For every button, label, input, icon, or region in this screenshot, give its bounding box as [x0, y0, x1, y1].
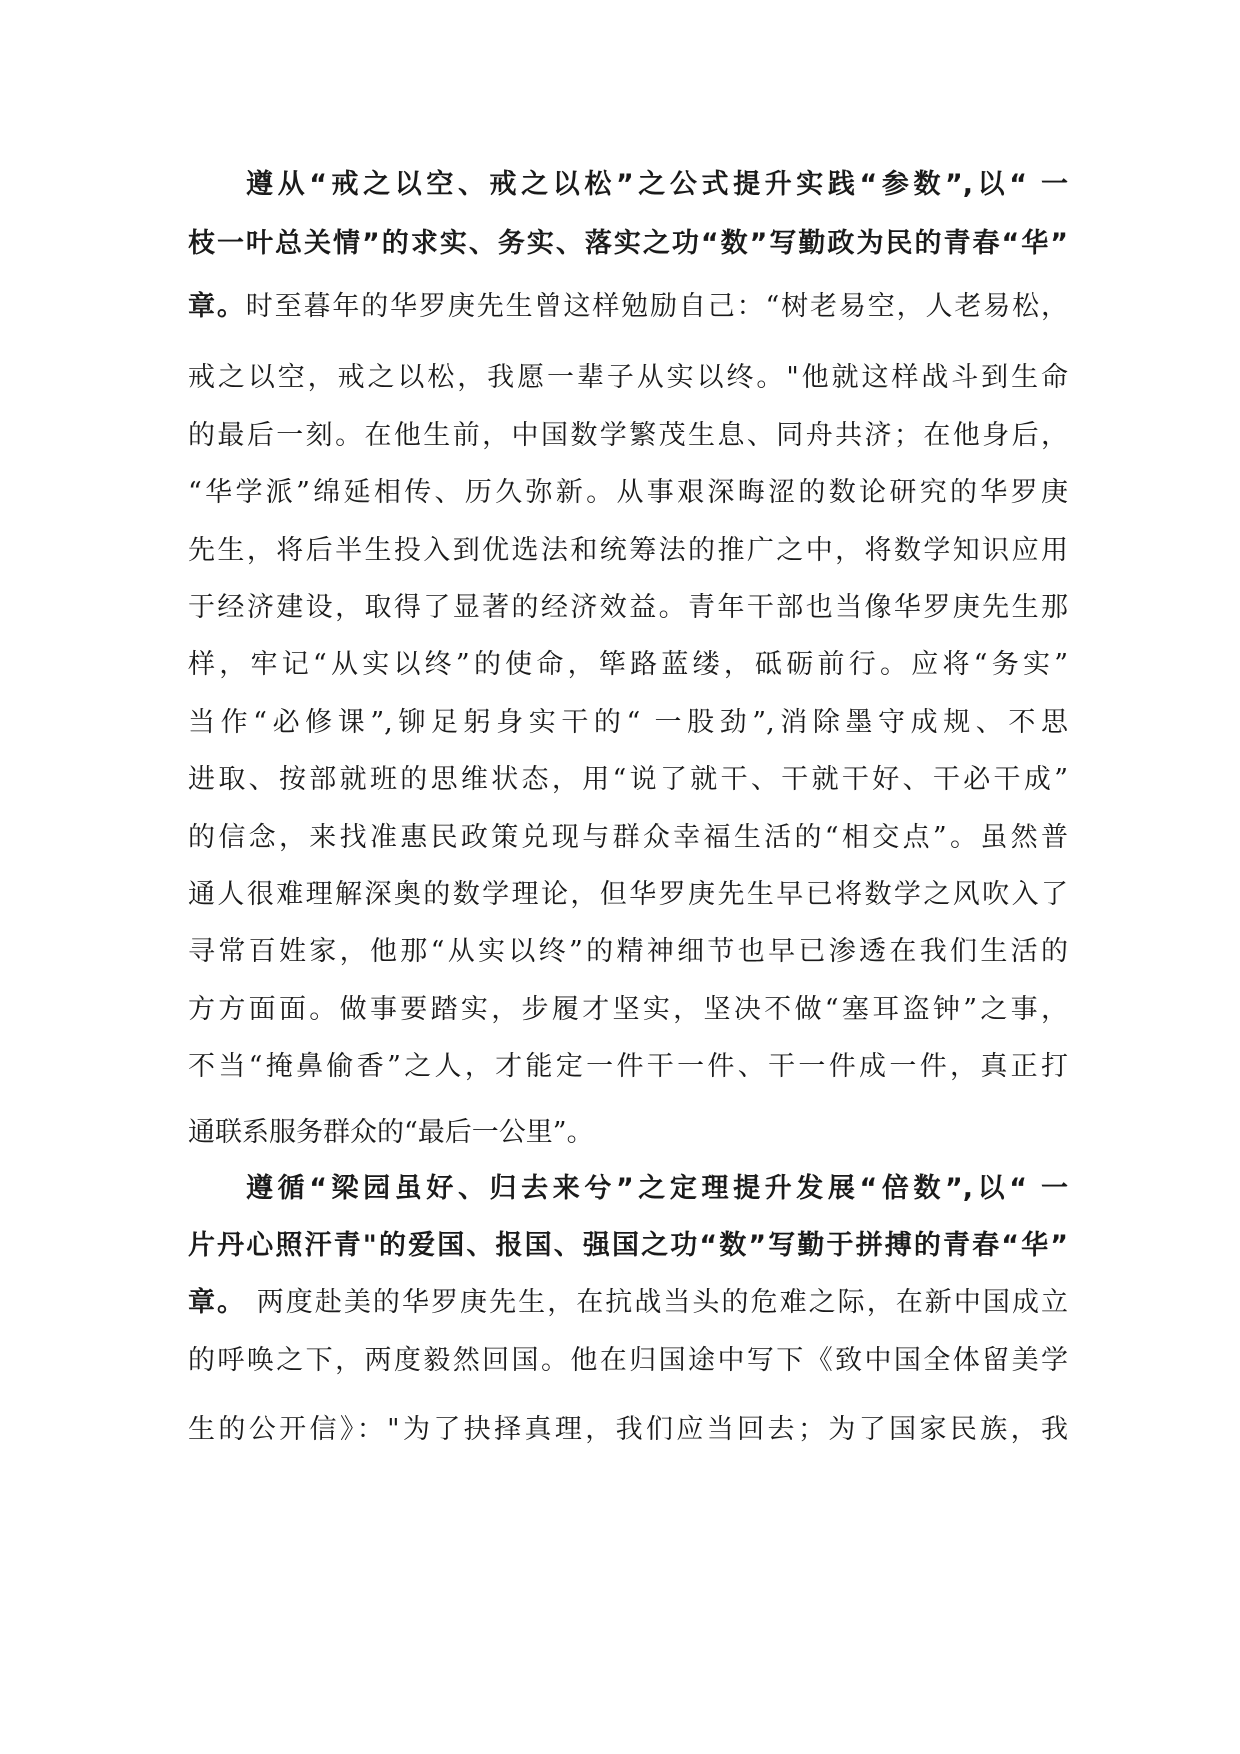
- bold-text: 章。: [188, 291, 246, 322]
- body-text: 方方面面。做事要踏实，步履才坚实，坚决不做“塞耳盗钟”之事，: [188, 994, 1068, 1025]
- paragraph-2-line-3: [188, 1283, 1068, 1323]
- body-text: 不当“掩鼻偷香”之人，才能定一件干一件、干一件成一件，真正打: [188, 1051, 1068, 1082]
- paragraph-1-line-15: [188, 990, 1068, 1030]
- paragraph-2-line-1: [246, 1169, 1068, 1209]
- paragraph-1-line-16: [188, 1047, 1068, 1087]
- body-text: 的呼唤之下，两度毅然回国。他在归国途中写下《致中国全体留美学: [188, 1345, 1068, 1376]
- paragraph-1-line-4: [188, 358, 1068, 398]
- paragraph-1-line-3: [188, 287, 1068, 327]
- paragraph-1-line-13: [188, 875, 1068, 915]
- body-text: 戒之以空，戒之以松，我愿一辈子从实以终。"他就这样战斗到生命: [188, 362, 1068, 393]
- body-text: 进取、按部就班的思维状态，用“说了就干、干就干好、干必干成”: [188, 764, 1068, 795]
- bold-text: 遵循“梁园虽好、归去来兮”之定理提升发展“倍数”,以“ 一: [246, 1173, 1068, 1204]
- paragraph-2-line-4: [188, 1341, 1068, 1381]
- body-text: 时至暮年的华罗庚先生曾这样勉励自己：“树老易空，人老易松，: [245, 291, 1068, 322]
- paragraph-1-line-6: [188, 473, 1068, 513]
- body-text: 通联系服务群众的“最后一公里”。: [188, 1117, 594, 1148]
- paragraph-2-line-2: [188, 1226, 1068, 1266]
- paragraph-1-line-14: [188, 932, 1068, 972]
- paragraph-1-line-8: [188, 588, 1068, 628]
- body-text: 生的公开信》："为了抉择真理，我们应当回去；为了国家民族，我: [188, 1414, 1068, 1445]
- body-text: 的最后一刻。在他生前，中国数学繁茂生息、同舟共济；在他身后，: [188, 420, 1068, 451]
- paragraph-2-line-5: [188, 1410, 1068, 1450]
- paragraph-1-line-7: [188, 531, 1068, 571]
- body-text: “华学派”绵延相传、历久弥新。从事艰深晦涩的数论研究的华罗庚: [188, 477, 1068, 508]
- bold-text: 遵从“戒之以空、戒之以松”之公式提升实践“参数”,以“ 一: [246, 169, 1068, 200]
- paragraph-1-line-12: [188, 818, 1068, 858]
- body-text: 样，牢记“从实以终”的使命，筚路蓝缕，砥砺前行。应将“务实”: [188, 649, 1068, 680]
- body-text: 的信念，来找准惠民政策兑现与群众幸福生活的“相交点”。虽然普: [188, 822, 1068, 853]
- paragraph-1-line-9: [188, 645, 1068, 685]
- paragraph-1-line-2: [188, 224, 1068, 264]
- bold-text: 片丹心照汗青"的爱国、报国、强国之功“数”写勤于拼搏的青春“华”: [188, 1230, 1068, 1261]
- paragraph-1-line-1: [246, 165, 1068, 205]
- paragraph-1-line-5: [188, 416, 1068, 456]
- bold-text: 章。: [188, 1287, 247, 1318]
- paragraph-1-line-17: [188, 1113, 1068, 1153]
- body-text: 于经济建设，取得了显著的经济效益。青年干部也当像华罗庚先生那: [188, 592, 1068, 623]
- body-text: 两度赴美的华罗庚先生，在抗战当头的危难之际，在新中国成立: [246, 1287, 1068, 1318]
- body-text: 当作“必修课”,铆足躬身实干的“ 一股劲”,消除墨守成规、不思: [188, 707, 1068, 738]
- bold-text: 枝一叶总关情”的求实、务实、落实之功“数”写勤政为民的青春“华”: [188, 228, 1068, 259]
- body-text: 通人很难理解深奥的数学理论，但华罗庚先生早已将数学之风吹入了: [188, 879, 1068, 910]
- paragraph-1-line-11: [188, 760, 1068, 800]
- paragraph-1-line-10: [188, 703, 1068, 743]
- body-text: 先生，将后半生投入到优选法和统筹法的推广之中，将数学知识应用: [188, 535, 1068, 566]
- body-text: 寻常百姓家，他那“从实以终”的精神细节也早已渗透在我们生活的: [188, 936, 1068, 967]
